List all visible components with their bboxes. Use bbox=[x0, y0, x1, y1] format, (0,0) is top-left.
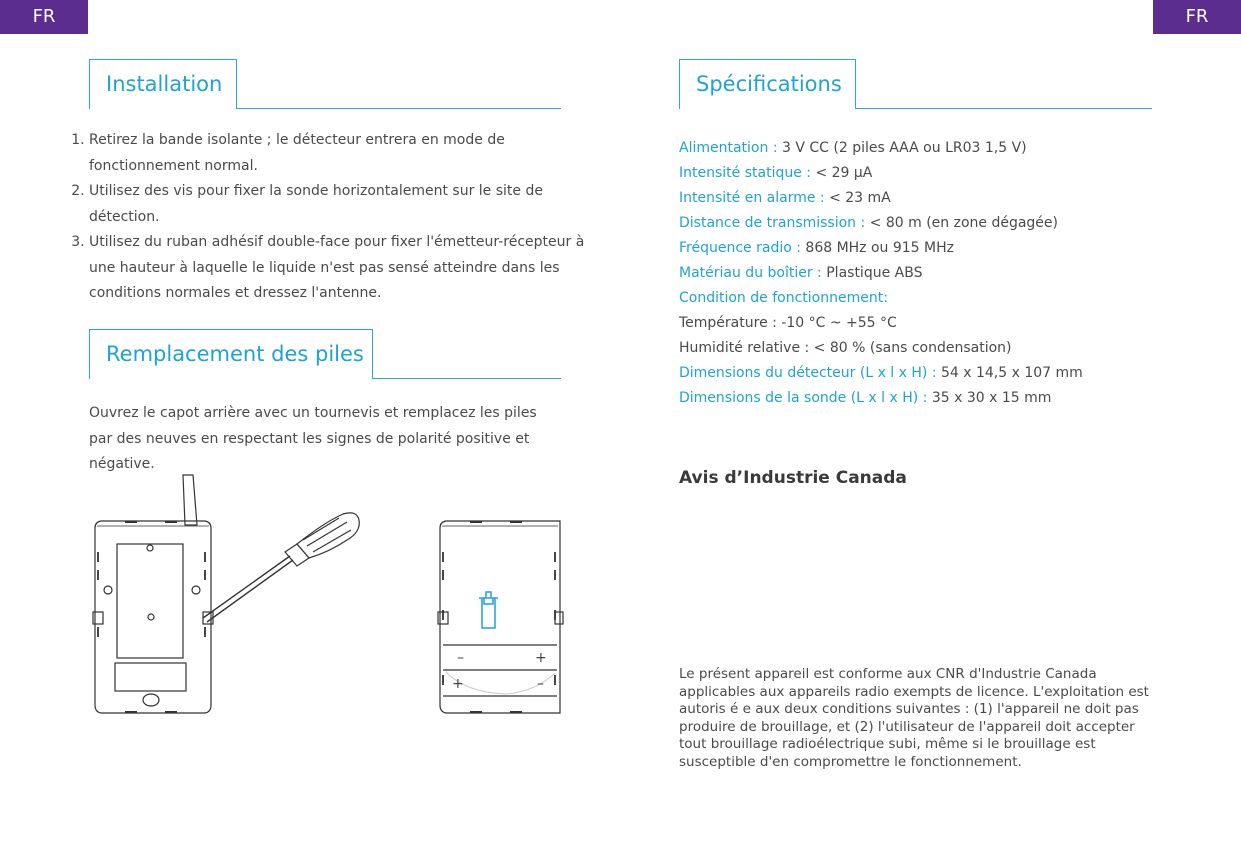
spec-key: Matériau du boîtier : bbox=[679, 265, 827, 281]
spec-key: Alimentation : bbox=[679, 140, 782, 156]
spec-value: Plastique ABS bbox=[826, 265, 923, 281]
spec-key: Distance de transmission : bbox=[679, 215, 870, 231]
spec-row bbox=[679, 211, 1159, 236]
battery-instructions: Ouvrez le capot arrière avec un tournevis et remplacez les piles par des neuves en respectant les signes de polarité positive et négative. bbox=[89, 405, 537, 472]
installation-step: 1. Retirez la bande isolante ; le détecteur entrera en mode de fonctionnement normal. bbox=[89, 128, 594, 179]
spec-row bbox=[679, 186, 1159, 211]
spec-key: Condition de fonctionnement: bbox=[679, 290, 888, 306]
spec-value: Humidité relative : < 80 % (sans condensation) bbox=[679, 340, 1012, 356]
spec-row bbox=[679, 236, 1159, 261]
spec-row bbox=[679, 311, 1159, 336]
spec-key: Fréquence radio : bbox=[679, 240, 806, 256]
spec-key: Intensité statique : bbox=[679, 165, 816, 181]
spec-row bbox=[679, 261, 1159, 286]
screwdriver-icon bbox=[203, 513, 359, 622]
spec-row bbox=[679, 386, 1159, 411]
spec-key: Intensité en alarme : bbox=[679, 190, 830, 206]
spec-key: Dimensions de la sonde (L x l x H) : bbox=[679, 390, 932, 406]
device-compartment bbox=[117, 544, 183, 658]
spec-value: < 29 µA bbox=[815, 165, 873, 181]
spec-value: 868 MHz ou 915 MHz bbox=[805, 240, 954, 256]
spec-value: 54 x 14,5 x 107 mm bbox=[940, 365, 1083, 381]
battery-heading: Remplacement des piles bbox=[89, 329, 373, 379]
spec-key: Dimensions du détecteur (L x l x H) : bbox=[679, 365, 941, 381]
spec-row bbox=[679, 286, 1159, 311]
spec-value: 35 x 30 x 15 mm bbox=[931, 390, 1052, 406]
spec-value: 3 V CC (2 piles AAA ou LR03 1,5 V) bbox=[781, 140, 1027, 156]
specs-header bbox=[679, 59, 1152, 109]
installation-heading: Installation bbox=[89, 59, 237, 109]
specs-list bbox=[679, 136, 1159, 411]
polarity-minus-bottom: – bbox=[537, 676, 544, 692]
language-tab-right: FR bbox=[1153, 0, 1241, 34]
industry-canada-notice: Le présent appareil est conforme aux CNR d'Industrie Canada applicables aux appareils radio exempts de licence. L'exploitation est autoris é e aux deux conditions suivantes : (1) l'appareil ne doit pas produire de brouillage, et (2) l'utilisateur de l'appareil doit accepter tout brouillage radioélectrique subi, même si le brouillage est susceptible d'en compromettre le fonctionnement. bbox=[679, 666, 1149, 770]
language-tab-left: FR bbox=[0, 0, 88, 34]
polarity-minus-top: – bbox=[457, 650, 464, 666]
spec-row bbox=[679, 361, 1159, 386]
polarity-plus-top: + bbox=[535, 650, 547, 666]
spec-row bbox=[679, 136, 1159, 161]
installation-header bbox=[89, 59, 561, 109]
polarity-plus-bottom: + bbox=[452, 676, 464, 692]
industry-canada-title: Avis d’Industrie Canada bbox=[679, 468, 907, 488]
installation-step: 3. Utilisez du ruban adhésif double-face pour fixer l'émetteur-récepteur à une hauteur à laquelle le liquide n'est pas sensé atteindre dans les conditions normales et dressez l'antenne. bbox=[89, 230, 594, 307]
installation-step: 2. Utilisez des vis pour fixer la sonde horizontalement sur le site de détection. bbox=[89, 179, 594, 230]
spec-value: < 80 m (en zone dégagée) bbox=[869, 215, 1058, 231]
installation-steps bbox=[60, 128, 594, 307]
probe-icon bbox=[479, 592, 498, 628]
spec-value: < 23 mA bbox=[829, 190, 891, 206]
battery-replacement-illustration bbox=[85, 470, 565, 722]
antenna-icon bbox=[183, 475, 197, 525]
specs-heading: Spécifications bbox=[679, 59, 856, 109]
spec-row bbox=[679, 336, 1159, 361]
spec-value: Température : -10 °C ~ +55 °C bbox=[679, 315, 897, 331]
battery-header bbox=[89, 329, 561, 379]
spec-row bbox=[679, 161, 1159, 186]
